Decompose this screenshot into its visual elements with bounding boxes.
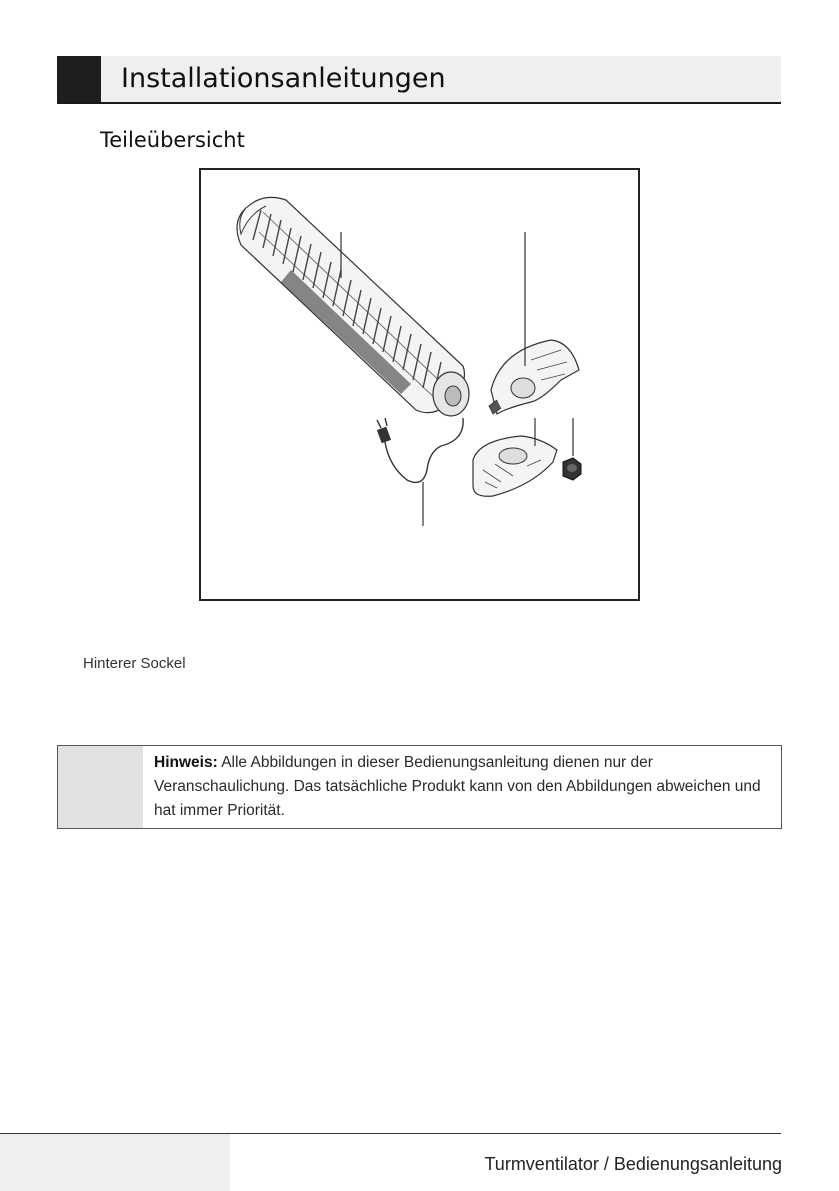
note-body: Alle Abbildungen in dieser Bedienungsanleitung dienen nur der Veranschaulichung. Das tatsächliche Produkt kann von den Abbildungen abweichen und hat immer Priorität.: [154, 754, 761, 819]
tower-body-icon: [237, 197, 469, 416]
front-base-icon: [473, 436, 557, 496]
power-cord-icon: [377, 418, 463, 482]
knob-icon: [563, 458, 581, 480]
note-text: [154, 751, 766, 823]
parts-figure: [199, 168, 640, 601]
section-title: Teileübersicht: [100, 128, 245, 152]
header-marker: [57, 56, 101, 102]
page-title: Installationsanleitungen: [121, 63, 446, 94]
footer-text: Turmventilator / Bedienungsanleitung: [484, 1154, 782, 1174]
note-box: [57, 745, 782, 829]
rear-base-icon: [489, 340, 579, 414]
part-label-rear-base: Hinterer Sockel: [83, 655, 186, 672]
footer-left-block: [0, 1134, 230, 1191]
parts-illustration: [201, 170, 638, 599]
note-label: Hinweis:: [154, 754, 218, 771]
header-bar: [57, 56, 781, 104]
note-sidebar: [58, 746, 143, 828]
